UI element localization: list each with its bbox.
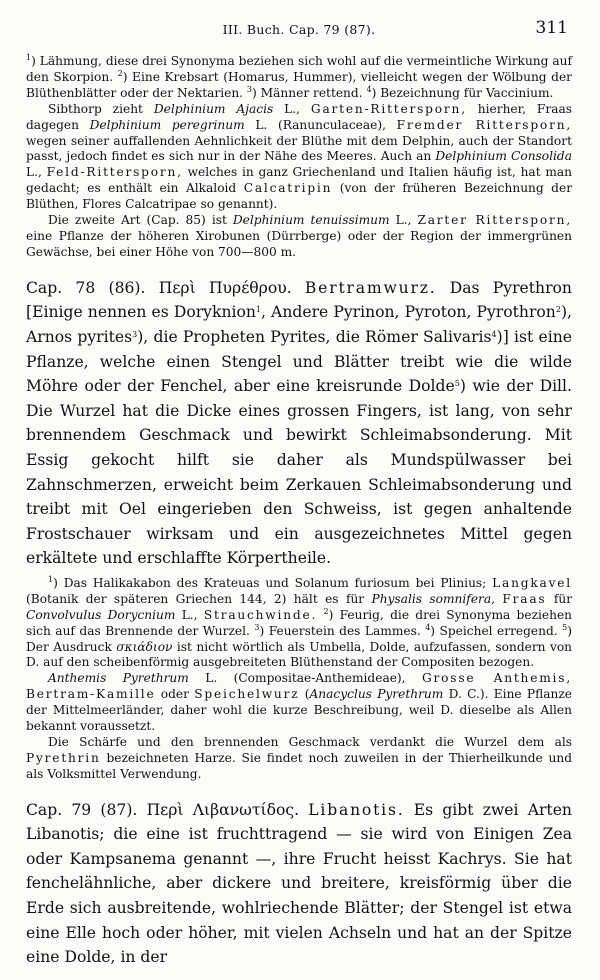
text-run: oder xyxy=(160,687,189,702)
text-run: Das Halikakabon des Krateuas und Solanum furiosum bei Plinius; xyxy=(63,575,487,590)
text-run: L., xyxy=(181,607,198,622)
footnote-marker: 5 xyxy=(454,379,460,389)
text-run: Die Schärfe und den brennenden Geschmack verdankt die Wurzel dem als xyxy=(48,734,572,749)
text-run: bezeichneten Harze. Sie findet noch zuweilen in der Thierheilkunde und als Volksmittel Verwendung. xyxy=(26,750,572,781)
chapter-heading: Cap. 79 (87). xyxy=(26,800,138,819)
footnote-marker: 2 xyxy=(117,68,123,78)
text-run: L., xyxy=(395,213,412,228)
commentary-schaerfe xyxy=(26,735,572,783)
common-name: Bertram-Kamille xyxy=(26,687,156,702)
footnote-block-top: $^1$) Lähmung, diese drei Synonyma beziehen sich wohl auf die vermeintliche Wirkung auf den Skorpion. $^2$) Eine Krebsart (Homarus, Hummer), vielleicht wegen der Wölbung der Blüthenblätter oder der Nektarien. $^3$) Männer rettend. $^4$) Bezeichnung für Vaccinium. xyxy=(26,53,572,100)
species-name: Delphinium Ajacis xyxy=(153,101,274,116)
page-number: 311 xyxy=(535,18,568,38)
text-run: Das Pyrethron [Einige nennen es Doryknion xyxy=(26,278,572,322)
text-run: L. (Ranunculaceae), xyxy=(255,117,386,132)
text-run: L. (Compositae-Anthemideae), xyxy=(205,671,406,686)
text-run: welches in ganz Griechenland und Italien häufig ist, hat man gedacht; es enthält ein Alkaloid xyxy=(26,165,573,196)
common-name: Grosse Anthemis, xyxy=(421,671,572,686)
species-name: Delphinium Consolida xyxy=(435,149,572,164)
text-run: Die zweite Art (Cap. 85) ist xyxy=(48,213,227,228)
common-name: Fremder Rittersporn, xyxy=(396,117,573,132)
footnote-block-mid: $^1$) Das Halikakabon des Krateuas und Solanum furiosum bei Plinius; Langkavel (Botanik der späteren Griechen 144, 2) hält es für Physalis somnifera, Fraas für Convolvulus Dorycnium L., Strauchwinde. $^2$) Feurig, die drei Synonyma beziehen sich auf das Brennende der Wurzel. $^3$) Feuerstein des Lammes. $^4$) Speichel erregend. $^5$) Der Ausdruck σκιάδιον ist nicht wörtlich als Umbella, Dolde, aufzufassen, sondern von D. auf den scheibenförmig ausgebreiteten Blüthenstand der Compositen bezogen. xyxy=(26,574,573,670)
chapter-79 xyxy=(26,798,572,970)
text-run: ( xyxy=(304,687,310,702)
commentary-sibthorp xyxy=(26,102,572,213)
species-name: Delphinium tenuissimum xyxy=(232,213,390,228)
footnote-marker: 4 xyxy=(491,329,497,339)
chapter-78: Cap. 78 (86). Περὶ Πυρέθρου. Bertramwurz. Das Pyrethron [Einige nennen es Doryknion$^1$, Andere Pyrinon, Pyroton, Pyrothron$^2$), Arnos pyrites$^3$), die Propheten Pyrites, die Römer Salivaris$^4$)] ist eine Pflanze, welche einen Stengel und Blätter treibt wie die wilde Möhre oder der Fenchel, aber eine kreisrunde Dolde$^5$) wie der Dill. Die Wurzel hat die Dicke eines grossen Fingers, ist lang, von sehr brennendem Geschmack und bewirkt Schleimabsonderung. Mit Essig gekocht hilft sie daher als Mundspülwasser bei Zahnschmerzen, erweicht beim Zerkauen Schleimabsonderung und treibt mit Oel eingerieben den Schweiss, ist gegen anhaltende Frostschauer wirksam und ein ausgezeichnetes Mittel gegen erkältete und erschlaffte Körpertheile. xyxy=(26,278,572,568)
text-run: für xyxy=(553,591,573,606)
text-run: ), Arnos pyrites xyxy=(26,303,572,346)
common-name: Garten-Rittersporn, xyxy=(310,101,467,116)
text-run: Der Ausdruck xyxy=(26,639,112,654)
common-name: Zarter Rittersporn, xyxy=(417,213,572,228)
footnote-2: Eine Krebsart (Homarus, Hummer), vielleicht wegen der Wölbung der Blüthenblätter oder der Nektarien. xyxy=(26,69,572,100)
text-run: wie der Dill. Die Wurzel hat die Dicke eines grossen Fingers, ist lang, von sehr brennendem Geschmack und bewirkt Schleimabsonderung. Mit Essig gekocht hilft sie daher als Mundspülwasser bei Zahnschmerzen, erweicht beim Zerkauen Schleimabsonderung und treibt mit Oel eingerieben den Schweiss, ist gegen anhaltende Frostschauer wirksam und ein ausgezeichnetes Mittel gegen erkältete und erschlaffte Körpertheile. xyxy=(26,377,572,568)
footnote-marker: 1 xyxy=(26,53,32,62)
text-run: D. C.). Eine Pflanze der Mittelmeerländer, daher wohl die kurze Beschreibung, weil D. dieselbe als Allen bekannt voraussetzt. xyxy=(26,687,572,734)
footnote-marker: 3 xyxy=(132,329,138,339)
species-name: Physalis somnifera, xyxy=(371,591,495,606)
text-run: wegen seiner auffallenden Aehnlichkeit der Blüthe mit dem Delphin, auch der Standort passt, jedoch findet es sich nur in der Nähe des Meeres. Auch an xyxy=(26,133,572,164)
running-title: III. Buch. Cap. 79 (87). xyxy=(222,22,376,37)
text-run: , Andere Pyrinon, Pyroton, Pyrothron xyxy=(261,303,556,322)
text-run: L., xyxy=(284,101,300,116)
footnote-marker: 2 xyxy=(323,606,329,616)
common-name: Speichelwurz xyxy=(194,687,300,702)
greek-title: Περὶ Λιβανωτίδος. xyxy=(146,800,300,819)
text-run: L., xyxy=(26,165,42,180)
author-name: Fraas xyxy=(502,591,547,606)
chapter-heading: Cap. 78 (86). xyxy=(26,278,146,297)
text-run: Sibthorp zieht xyxy=(48,101,143,116)
species-name: Anthemis Pyrethrum xyxy=(48,671,189,686)
greek-term: σκιάδιον xyxy=(116,639,173,654)
footnote-marker: 3 xyxy=(246,84,253,94)
text-run: (Botanik der späteren Griechen 144, 2) hält es für xyxy=(26,591,365,606)
footnote-marker: 1 xyxy=(48,574,54,584)
text-run: Es gibt zwei Arten Libanotis; die eine ist fruchttragend — sie wird von Einigen Zea oder Kampsanema genannt —, ihre Frucht heisst Kachrys. Sie hat fenchelähnliche, aber dickere und breitere, kreisförmig über die Erde sich ausbreitende, wohlriechende Blätter; der Stengel ist etwa eine Elle hoch oder höher, mit vielen Achseln und hat an der Spitze eine Dolde, in der xyxy=(26,800,572,967)
text-run: hierher, Fraas dagegen xyxy=(26,101,572,132)
footnote-3: Männer rettend. xyxy=(260,85,363,100)
footnote-marker: 2 xyxy=(555,305,561,315)
species-name: Anacyclus Pyrethrum xyxy=(309,687,444,702)
text-run: Feurig, die drei Synonyma beziehen sich auf das Brennende der Wurzel. xyxy=(26,607,573,638)
common-name: Feld-Rittersporn, xyxy=(46,165,183,180)
commentary-zweite-art xyxy=(26,213,572,261)
commentary-anthemis xyxy=(26,671,572,735)
species-name: Delphinium peregrinum xyxy=(89,117,245,132)
footnote-marker: 4 xyxy=(366,84,372,94)
footnote-4: Bezeichnung für Vaccinium. xyxy=(380,85,554,100)
footnote-marker: 5 xyxy=(562,622,568,632)
text-run: ), die Propheten Pyrites, die Römer Salivaris xyxy=(137,327,492,346)
chapter-name: Libanotis. xyxy=(308,800,405,819)
text-run: ist nicht wörtlich als Umbella, Dolde, aufzufassen, sondern von D. auf den scheibenförmig ausgebreiteten Blüthenstand der Compositen bezogen. xyxy=(26,639,573,670)
text-run: eine Pflanze der höheren Xirobunen (Dürrberge) oder der Region der immergrünen Gewächse, bei einer Höhe von 700—800 m. xyxy=(26,228,572,259)
alkaloid-name: Calcatripin xyxy=(243,181,333,196)
footnote-marker: 3 xyxy=(254,622,260,632)
species-name: Convolvulus Dorycnium xyxy=(26,607,176,622)
text-run: )] ist eine Pflanze, welche einen Stengel und Blätter treibt wie die wilde Möhre oder der Fenchel, aber eine kreisrunde Dolde xyxy=(26,327,572,396)
author-name: Langkavel xyxy=(492,575,572,590)
text-run: (von der früheren Bezeichnung der Blüthen, Flores Calcatripae so genannt). xyxy=(26,181,573,212)
greek-title: Περὶ Πυρέθρου. xyxy=(158,278,292,297)
chapter-name: Bertramwurz. xyxy=(304,278,437,297)
compound-name: Pyrethrin xyxy=(26,750,101,765)
text-run: Speichel erregend. xyxy=(439,623,558,638)
footnote-marker: 4 xyxy=(425,622,431,632)
footnote-1: Lähmung, diese drei Synonyma beziehen sich wohl auf die vermeintliche Wirkung auf den Skorpion. xyxy=(26,54,572,84)
common-name: Strauchwinde. xyxy=(203,607,318,622)
page-header xyxy=(26,0,572,54)
footnote-marker: 1 xyxy=(255,305,261,315)
text-run: Feuerstein des Lammes. xyxy=(268,623,421,638)
